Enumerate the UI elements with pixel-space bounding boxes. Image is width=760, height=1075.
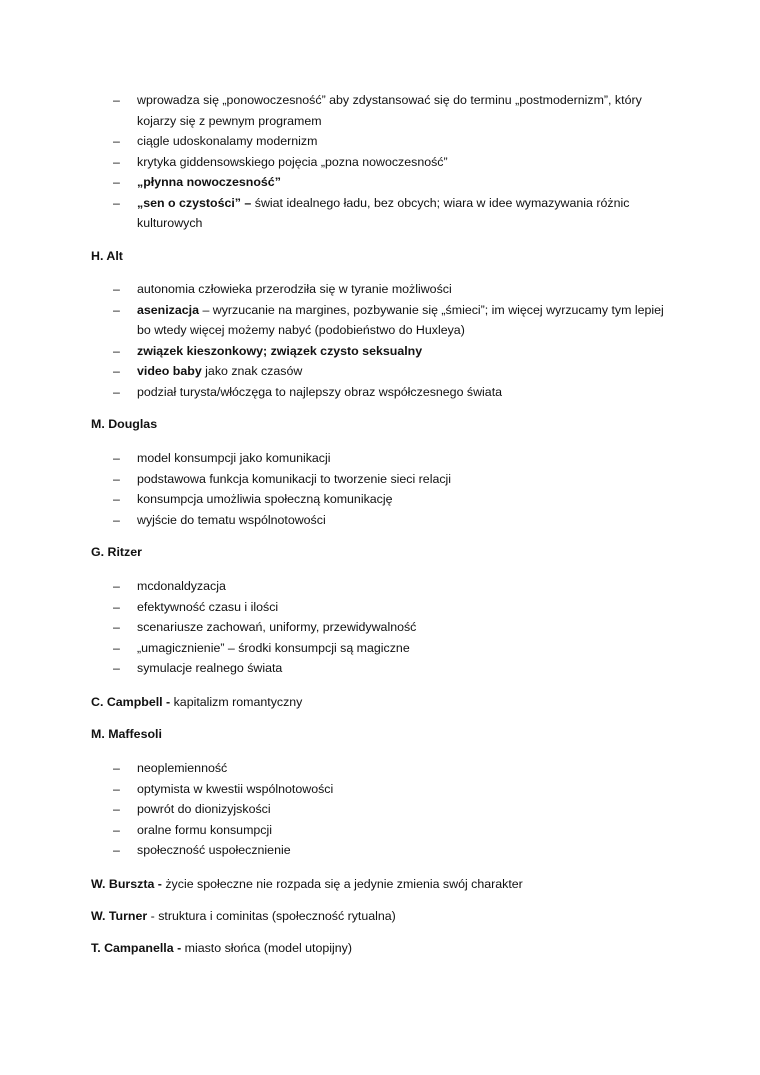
- list-item: [0, 779, 760, 800]
- item-text: krytyka giddensowskiego pojęcia „pozna nowoczesność”: [137, 154, 448, 169]
- dash-bullet: –: [113, 620, 120, 634]
- item-text: „umagicznienie” – środki konsumpcji są magiczne: [137, 640, 410, 655]
- item-bold: „płynna nowoczesność”: [137, 175, 281, 189]
- dash-bullet: –: [113, 364, 120, 378]
- alt-list: [0, 279, 760, 402]
- author-name: C. Campbell -: [91, 695, 171, 709]
- dash-bullet: –: [113, 492, 120, 506]
- item-text: symulacje realnego świata: [137, 661, 283, 675]
- burszta-line: [0, 874, 760, 895]
- list-item: [0, 90, 760, 131]
- list-item: [0, 576, 760, 597]
- dash-bullet: –: [113, 761, 120, 775]
- dash-bullet: –: [113, 512, 120, 527]
- list-item: [0, 597, 760, 618]
- list-item: [0, 172, 760, 193]
- dash-bullet: –: [113, 384, 120, 399]
- item-text: autonomia człowieka przerodziła się w tyranie możliwości: [137, 282, 452, 296]
- list-item: [0, 382, 760, 403]
- item-bold: związek kieszonkowy; związek czysto seksualny: [137, 343, 423, 358]
- author-name: T. Campanella -: [91, 941, 182, 955]
- dash-bullet: –: [113, 451, 120, 465]
- item-text: neoplemienność: [137, 761, 228, 775]
- dash-bullet: –: [113, 640, 120, 655]
- author-note: kapitalizm romantyczny: [170, 695, 303, 709]
- heading-ritzer: G. Ritzer: [91, 545, 142, 559]
- list-item: [0, 193, 760, 234]
- dash-bullet: –: [113, 843, 120, 857]
- list-item: [0, 617, 760, 638]
- item-text: świat idealnego ładu, bez obcych; wiara w idee wymazywania różnic kulturowych: [137, 195, 630, 230]
- list-item: [0, 361, 760, 382]
- author-name: W. Burszta -: [91, 877, 162, 891]
- list-item: [0, 510, 760, 531]
- item-text: model konsumpcji jako komunikacji: [137, 451, 331, 465]
- dash-bullet: –: [113, 471, 120, 486]
- intro-list: [0, 90, 760, 234]
- item-text: społeczność uspołecznienie: [137, 843, 291, 857]
- list-item: [0, 152, 760, 173]
- douglas-list: [0, 448, 760, 530]
- item-bold: asenizacja: [137, 302, 199, 317]
- dash-bullet: –: [113, 93, 120, 107]
- list-item: [0, 758, 760, 779]
- item-bold: „sen o czystości” –: [137, 195, 252, 210]
- heading-douglas: M. Douglas: [91, 417, 158, 431]
- list-item: [0, 658, 760, 679]
- dash-bullet: –: [113, 781, 120, 796]
- item-text: oralne formu konsumpcji: [137, 822, 272, 837]
- item-text: powrót do dionizyjskości: [137, 802, 271, 816]
- dash-bullet: –: [113, 579, 120, 593]
- dash-bullet: –: [113, 195, 120, 210]
- list-item: [0, 448, 760, 469]
- dash-bullet: –: [113, 302, 120, 317]
- author-note: miasto słońca (model utopijny): [181, 941, 352, 955]
- item-text: efektywność czasu i ilości: [137, 599, 279, 614]
- heading-alt: H. Alt: [91, 249, 123, 263]
- campanella-line: [0, 938, 760, 959]
- list-item: [0, 469, 760, 490]
- list-item: [0, 300, 760, 341]
- ritzer-list: [0, 576, 760, 679]
- author-note: życie społeczne nie rozpada się a jedynie zmienia swój charakter: [161, 877, 523, 891]
- author-name: W. Turner: [91, 909, 148, 923]
- dash-bullet: –: [113, 282, 120, 296]
- author-note: - struktura i cominitas (społeczność rytualna): [147, 909, 396, 923]
- item-text: ciągle udoskonalamy modernizm: [137, 134, 318, 148]
- list-item: [0, 279, 760, 300]
- item-text: jako znak czasów: [201, 364, 303, 378]
- dash-bullet: –: [113, 343, 120, 358]
- list-item: [0, 489, 760, 510]
- item-text: optymista w kwestii wspólnotowości: [137, 781, 334, 796]
- campbell-line: [0, 692, 760, 713]
- dash-bullet: –: [113, 599, 120, 614]
- heading-maffesoli: M. Maffesoli: [91, 727, 162, 741]
- item-text: wprowadza się „ponowoczesność” aby zdystansować się do terminu „postmodernizm”, który kojarzy się z pewnym programem: [137, 93, 642, 128]
- item-text: scenariusze zachowań, uniformy, przewidywalność: [137, 620, 417, 634]
- dash-bullet: –: [113, 154, 120, 169]
- item-text: podstawowa funkcja komunikacji to tworzenie sieci relacji: [137, 471, 452, 486]
- list-item: [0, 341, 760, 362]
- dash-bullet: –: [113, 134, 120, 148]
- list-item: [0, 820, 760, 841]
- item-bold: video baby: [137, 364, 202, 378]
- maffesoli-list: [0, 758, 760, 861]
- dash-bullet: –: [113, 822, 120, 837]
- item-text: mcdonaldyzacja: [137, 579, 226, 593]
- item-text: konsumpcja umożliwia społeczną komunikację: [137, 492, 393, 506]
- dash-bullet: –: [113, 175, 120, 189]
- list-item: [0, 131, 760, 152]
- item-text: podział turysta/włóczęga to najlepszy obraz współczesnego świata: [137, 384, 503, 399]
- list-item: [0, 638, 760, 659]
- item-text: – wyrzucanie na margines, pozbywanie się „śmieci”; im więcej wyrzucamy tym lepiej bo wtedy więcej możemy nabyć (podobieństwo do Huxleya): [137, 302, 664, 337]
- dash-bullet: –: [113, 802, 120, 816]
- list-item: [0, 840, 760, 861]
- item-text: wyjście do tematu wspólnotowości: [137, 512, 326, 527]
- dash-bullet: –: [113, 661, 120, 675]
- turner-line: [0, 906, 760, 927]
- list-item: [0, 799, 760, 820]
